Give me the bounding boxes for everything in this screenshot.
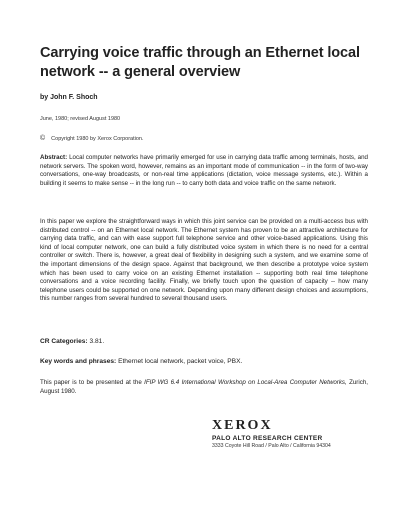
research-center-name: PALO ALTO RESEARCH CENTER bbox=[212, 435, 323, 442]
date-line: June, 1980; revised August 1980 bbox=[40, 116, 121, 122]
presentation-text-before: This paper is to be presented at the bbox=[40, 379, 145, 386]
cr-value: 3.81. bbox=[89, 338, 105, 345]
author-line: by John F. Shoch bbox=[40, 94, 98, 101]
keywords bbox=[40, 358, 242, 365]
abstract-text: Local computer networks have primarily emerged for use in carrying data traffic among terminals, hosts, and network servers. The spoken word, however, remains as an important mode of communication -- in the form of two-way conversations, one-way broadcasts, or non-real time applications (dictation, voice message systems, etc.). Within a building it seems to make sense -- in the long run -- to carry both data and voice traffic on the same network. bbox=[40, 154, 368, 187]
abstract-paragraph bbox=[40, 154, 368, 188]
presentation-note bbox=[40, 379, 368, 396]
keywords-label: Key words and phrases: bbox=[40, 358, 117, 365]
presentation-venue: IFIP WG 6.4 International Workshop on Local-Area Computer Networks, bbox=[144, 379, 347, 386]
copyright-line bbox=[40, 135, 144, 142]
xerox-logo: XEROX bbox=[212, 418, 273, 433]
copyright-text: Copyright 1980 by Xerox Corporation. bbox=[51, 136, 144, 142]
xerox-footer bbox=[212, 418, 331, 449]
cr-categories bbox=[40, 338, 104, 345]
copyright-icon: © bbox=[40, 135, 46, 142]
page-title: Carrying voice traffic through an Ethernet local network -- a general overview bbox=[40, 45, 360, 80]
research-center-address: 3333 Coyote Hill Road / Palo Alto / California 94304 bbox=[212, 443, 331, 449]
abstract-label: Abstract: bbox=[40, 154, 68, 161]
presentation-text-after: Zurich, August 1980. bbox=[40, 379, 368, 395]
keywords-value: Ethernet local network, packet voice, PBX. bbox=[118, 358, 243, 365]
cr-label: CR Categories: bbox=[40, 338, 88, 345]
body-paragraph: In this paper we explore the straightforward ways in which this joint service can be provided on a multi-access bus with distributed control -- on an Ethernet local network. The Ethernet system has proven to be an attractive architecture for carrying data traffic, and can with ease support full telephone service and other voice-based applications. Using this kind of local computer network, one can build a fully distributed voice system in which there is no need for a central controller or switch. There is, however, a great deal of flexibility in designing such a system, and we examine some of the important dimensions of the design space. Against that background, we then describe a prototype voice system which has been used to carry voice on an existing Ethernet installation -- supporting both real time telephone conversations and a voice recording facility. Finally, we briefly touch upon the question of capacity -- how many telephone users could be supported on one network. Depending upon many different design choices and assumptions, this number ranges from several hundred to several thousand users. bbox=[40, 218, 368, 303]
